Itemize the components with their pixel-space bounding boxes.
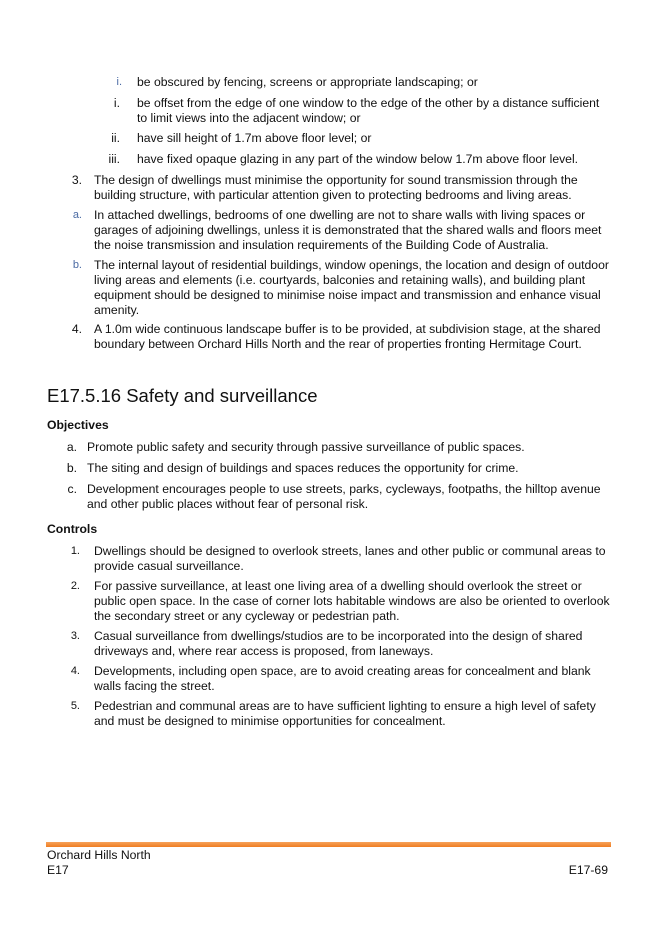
list-marker: a.: [66, 440, 77, 454]
list-marker: b.: [66, 461, 77, 475]
footer-section-code: E17: [47, 863, 69, 877]
footer-document-title: Orchard Hills North: [47, 848, 151, 862]
list-item-text: The internal layout of residential buildings, window openings, the location and design of outdoor living areas and elements (i.e. courtyards, balconies and retaining walls), and building plant equipment should be designed to minimise noise impact and transmission and enhance visual amenity.: [94, 258, 609, 317]
list-marker: i.: [116, 76, 122, 88]
section-title: E17.5.16 Safety and surveillance: [47, 385, 318, 406]
list-item-text: For passive surveillance, at least one living area of a dwelling should overlook the street or public open space. In the case of corner lots habitable windows are also be oriented to overlook the secondary street or any cycleway or pedestrian path.: [94, 579, 610, 623]
footer-left: [47, 848, 151, 878]
list-marker: 4.: [70, 665, 80, 677]
list-item-text: be offset from the edge of one window to the edge of the other by a distance sufficient to limit views into the adjacent window; or: [137, 96, 600, 125]
list-marker: 3.: [70, 630, 80, 642]
page-number: E17-69: [568, 863, 608, 877]
list-marker: 4.: [71, 322, 82, 336]
list-marker: 1.: [70, 545, 80, 557]
list-item-text: be obscured by fencing, screens or appropriate landscaping; or: [137, 75, 478, 89]
list-marker: 5.: [70, 700, 80, 712]
objectives-heading: Objectives: [47, 418, 109, 432]
list-marker: 3.: [71, 173, 82, 187]
controls-heading: Controls: [47, 522, 98, 536]
list-item-text: have fixed opaque glazing in any part of the window below 1.7m above floor level.: [137, 152, 579, 166]
list-item-text: The design of dwellings must minimise the opportunity for sound transmission through the building structure, with particular attention given to protecting bedrooms and living areas.: [94, 173, 578, 202]
list-marker: a.: [72, 209, 82, 221]
footer-rule: [46, 842, 611, 847]
list-marker: iii.: [108, 152, 120, 166]
list-marker: i.: [113, 96, 120, 110]
list-item-text: Dwellings should be designed to overlook streets, lanes and other public or communal areas to provide casual surveillance.: [94, 544, 606, 573]
list-item-text: Developments, including open space, are to avoid creating areas for concealment and blank walls facing the street.: [94, 664, 591, 693]
list-marker: 2.: [70, 580, 80, 592]
list-item-text: Promote public safety and security through passive surveillance of public spaces.: [87, 440, 525, 454]
list-item-text: Development encourages people to use streets, parks, cycleways, footpaths, the hilltop avenue and other public places without fear of personal risk.: [87, 482, 601, 511]
list-marker: b.: [72, 259, 82, 271]
list-marker: c.: [67, 482, 77, 496]
list-item-text: have sill height of 1.7m above floor level; or: [137, 131, 372, 145]
list-item-text: Pedestrian and communal areas are to have sufficient lighting to ensure a high level of safety and must be designed to minimise opportunities for concealment.: [94, 699, 596, 728]
list-item-text: The siting and design of buildings and spaces reduces the opportunity for crime.: [87, 461, 519, 475]
list-item-text: A 1.0m wide continuous landscape buffer is to be provided, at subdivision stage, at the shared boundary between Orchard Hills North and the rear of properties fronting Hermitage Court.: [94, 322, 601, 351]
list-item-text: Casual surveillance from dwellings/studios are to be incorporated into the design of shared driveways and, where rear access is proposed, from laneways.: [94, 629, 583, 658]
list-item-text: In attached dwellings, bedrooms of one dwelling are not to share walls with living spaces or garages of adjoining dwellings, unless it is demonstrated that the shared walls and floors meet the noise transmission and insulation requirements of the Building Code of Australia.: [94, 208, 602, 252]
list-marker: ii.: [111, 131, 120, 145]
